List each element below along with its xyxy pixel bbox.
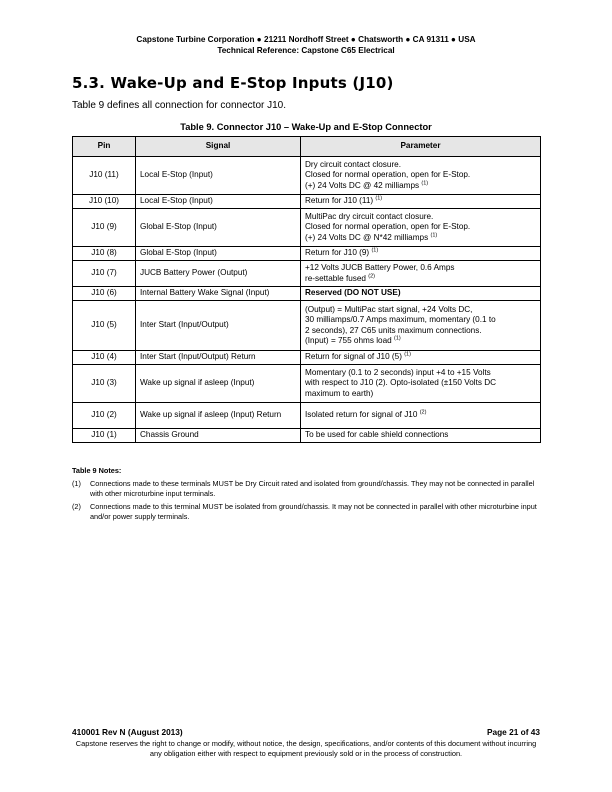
table-row <box>73 365 541 403</box>
note-number: (1) <box>72 478 81 488</box>
footer-page-number: Page 21 of 43 <box>486 727 540 737</box>
notes-title: Table 9 Notes: <box>72 466 122 475</box>
note-number: (2) <box>72 502 81 512</box>
section-title: 5.3. Wake-Up and E-Stop Inputs (J10) <box>72 74 394 92</box>
signal-cell: Wake up signal if asleep (Input) Return <box>136 403 301 429</box>
signal-cell: Wake up signal if asleep (Input) <box>136 365 301 403</box>
header-signal: Signal <box>136 137 301 157</box>
signal-cell: Global E-Stop (Input) <box>136 209 301 247</box>
pin-cell: J10 (7) <box>73 261 136 287</box>
pin-cell: J10 (2) <box>73 403 136 429</box>
table-row <box>73 429 541 443</box>
parameter-cell: Momentary (0.1 to 2 seconds) input +4 to +15 Volts with respect to J10 (2). Opto-isolated (±150 Volts DC maximum to earth) <box>301 365 541 403</box>
table-row <box>73 195 541 209</box>
table-row <box>73 247 541 261</box>
signal-cell: Chassis Ground <box>136 429 301 443</box>
pin-cell: J10 (9) <box>73 209 136 247</box>
pin-cell: J10 (5) <box>73 301 136 351</box>
parameter-cell: Reserved (DO NOT USE) <box>301 287 541 301</box>
signal-cell: Internal Battery Wake Signal (Input) <box>136 287 301 301</box>
table-row <box>73 351 541 365</box>
section-intro: Table 9 defines all connection for connector J10. <box>72 100 287 111</box>
header-pin: Pin <box>73 137 136 157</box>
note-item <box>72 502 544 522</box>
signal-cell: Local E-Stop (Input) <box>136 157 301 195</box>
signal-cell: Local E-Stop (Input) <box>136 195 301 209</box>
page-header <box>0 34 612 56</box>
signal-cell: Global E-Stop (Input) <box>136 247 301 261</box>
table-caption: Table 9. Connector J10 – Wake-Up and E-Stop Connector <box>180 122 432 132</box>
signal-cell: JUCB Battery Power (Output) <box>136 261 301 287</box>
parameter-cell: +12 Volts JUCB Battery Power, 0.6 Amps re-settable fused $^{(2)}$ <box>301 261 541 287</box>
pin-cell: J10 (1) <box>73 429 136 443</box>
note-item <box>72 479 544 499</box>
header-reference-line: Technical Reference: Capstone C65 Electrical <box>217 46 395 55</box>
note-text: Connections made to these terminals MUST be Dry Circuit rated and isolated from ground/chassis. They may not be connected in parallel with other microturbine input terminals. <box>90 478 535 498</box>
table-row <box>73 287 541 301</box>
table-row <box>73 261 541 287</box>
table-row <box>73 157 541 195</box>
table-row <box>73 403 541 429</box>
table-notes <box>72 466 544 526</box>
signal-cell: Inter Start (Input/Output) <box>136 301 301 351</box>
note-text: Connections made to this terminal MUST be isolated from ground/chassis. It may not be connected in parallel with other microturbine input and/or power supply terminals. <box>90 502 537 522</box>
parameter-cell: To be used for cable shield connections <box>301 429 541 443</box>
table-header-row <box>73 137 541 157</box>
footer-disclaimer: Capstone reserves the right to change or modify, without notice, the design, specifications, and/or contents of this document without incurring any obligation either with respect to equipment previously sold or in the process of construction. <box>75 739 537 758</box>
parameter-cell: MultiPac dry circuit contact closure. Closed for normal operation, open for E-Stop. (+) 24 Volts DC @ N*42 milliamps $^{(1)}$ <box>301 209 541 247</box>
table-row <box>73 209 541 247</box>
pin-cell: J10 (8) <box>73 247 136 261</box>
pin-cell: J10 (10) <box>73 195 136 209</box>
connector-table <box>72 136 541 443</box>
parameter-cell: Return for J10 (9) $^{(1)}$ <box>301 247 541 261</box>
pin-cell: J10 (6) <box>73 287 136 301</box>
pin-cell: J10 (3) <box>73 365 136 403</box>
footer-doc-number: 410001 Rev N (August 2013) <box>72 727 183 737</box>
signal-cell: Inter Start (Input/Output) Return <box>136 351 301 365</box>
parameter-cell: Return for J10 (11) $^{(1)}$ <box>301 195 541 209</box>
table-row <box>73 301 541 351</box>
parameter-cell: Return for signal of J10 (5) $^{(1)}$ <box>301 351 541 365</box>
parameter-cell: Dry circuit contact closure. Closed for normal operation, open for E-Stop. (+) 24 Volts DC @ 42 milliamps $^{(1)}$ <box>301 157 541 195</box>
header-company-line: Capstone Turbine Corporation ● 21211 Nordhoff Street ● Chatsworth ● CA 91311 ● USA <box>136 35 476 44</box>
header-parameter: Parameter <box>301 137 541 157</box>
pin-cell: J10 (4) <box>73 351 136 365</box>
pin-cell: J10 (11) <box>73 157 136 195</box>
parameter-cell: Isolated return for signal of J10 $^{(2)}$ <box>301 403 541 429</box>
parameter-cell: (Output) = MultiPac start signal, +24 Volts DC, 30 milliamps/0.7 Amps maximum, momentary (0.1 to 2 seconds), 27 C65 units maximum connections. (Input) = 755 ohms load $^{(1)}$ <box>301 301 541 351</box>
